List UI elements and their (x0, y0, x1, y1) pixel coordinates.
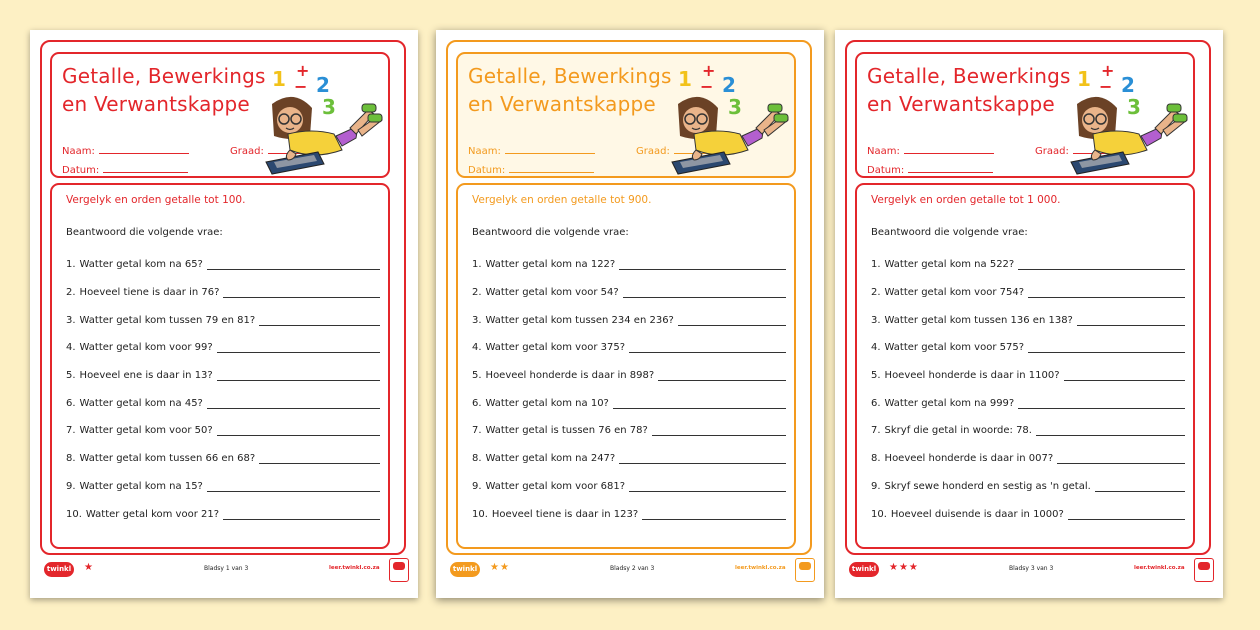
difficulty-stars: ★★★ (889, 562, 919, 573)
plus-icon: + (296, 61, 310, 80)
question-item (66, 306, 386, 334)
question-text: Watter getal kom voor 99? (79, 342, 213, 354)
girl-reading-tablet-illustration (670, 58, 790, 176)
question-text: Hoeveel duisende is daar in 1000? (890, 508, 1064, 520)
plus-icon: + (1101, 61, 1115, 80)
question-number: 3. (871, 314, 881, 326)
answer-line[interactable] (207, 259, 380, 270)
worksheet-header (456, 52, 796, 178)
question-number: 7. (472, 425, 482, 437)
question-number: 1. (66, 259, 76, 271)
question-text: Watter getal kom na 45? (79, 397, 203, 409)
question-text: Watter getal kom na 122? (485, 259, 616, 271)
answer-line[interactable] (1064, 370, 1185, 381)
answer-line[interactable] (1028, 342, 1185, 353)
question-item (871, 306, 1191, 334)
quality-badge-icon (389, 558, 409, 582)
question-text: Skryf sewe honderd en sestig as 'n getal. (884, 480, 1091, 492)
question-text: Watter getal kom voor 21? (85, 508, 220, 520)
questions-box (456, 183, 796, 549)
answer-line[interactable] (1095, 481, 1185, 492)
datum-label: Datum: (468, 165, 506, 176)
worksheet-subtitle: Vergelyk en orden getalle tot 100. (66, 194, 246, 206)
twinkl-logo: twinkl (849, 562, 879, 577)
footer-url: leer.twinkl.co.za (329, 565, 380, 571)
question-item (871, 251, 1191, 279)
question-item (66, 334, 386, 362)
answer-line[interactable] (1057, 453, 1185, 464)
answer-line[interactable] (223, 287, 380, 298)
answer-line[interactable] (1036, 425, 1185, 436)
naam-field (867, 143, 994, 157)
page-footer (849, 560, 1209, 580)
question-text: Watter getal kom na 522? (884, 259, 1015, 271)
graad-label: Graad: (636, 146, 670, 157)
question-item (472, 417, 792, 445)
worksheet-header (855, 52, 1195, 178)
answer-line[interactable] (223, 509, 380, 520)
question-item (66, 445, 386, 473)
naam-field (468, 143, 595, 157)
minus-icon: − (294, 77, 308, 96)
datum-input-line[interactable] (908, 162, 993, 173)
question-number: 2. (871, 287, 881, 299)
question-item (66, 500, 386, 528)
question-text: Hoeveel tiene is daar in 76? (79, 287, 220, 299)
quality-badge-icon (1194, 558, 1214, 582)
question-item (472, 473, 792, 501)
question-item (472, 445, 792, 473)
answer-line[interactable] (259, 453, 380, 464)
worksheet-title (468, 62, 672, 118)
graad-label: Graad: (1035, 146, 1069, 157)
page-footer (44, 560, 404, 580)
title-line-2: en Verwantskappe (468, 92, 656, 116)
datum-field (62, 162, 188, 176)
question-number: 3. (66, 314, 76, 326)
question-item (66, 389, 386, 417)
question-item (871, 334, 1191, 362)
question-text: Watter getal kom voor 575? (884, 342, 1025, 354)
question-text: Hoeveel honderde is daar in 898? (485, 370, 655, 382)
question-number: 8. (66, 453, 76, 465)
question-item (871, 389, 1191, 417)
title-line-1: Getalle, Bewerkings (867, 64, 1071, 88)
title-line-2: en Verwantskappe (867, 92, 1055, 116)
answer-line[interactable] (217, 370, 380, 381)
title-line-1: Getalle, Bewerkings (468, 64, 672, 88)
question-number: 7. (871, 425, 881, 437)
question-text: Watter getal kom tussen 136 en 138? (884, 314, 1073, 326)
title-line-1: Getalle, Bewerkings (62, 64, 266, 88)
question-text: Hoeveel honderde is daar in 007? (884, 453, 1054, 465)
number-one-icon: 1 (272, 67, 286, 91)
question-item (871, 417, 1191, 445)
naam-input-line[interactable] (99, 143, 189, 154)
twinkl-logo: twinkl (44, 562, 74, 577)
difficulty-stars: ★ (84, 562, 94, 573)
question-number: 8. (472, 453, 482, 465)
question-item (66, 279, 386, 307)
naam-label: Naam: (62, 146, 95, 157)
plus-icon: + (702, 61, 716, 80)
worksheet-subtitle: Vergelyk en orden getalle tot 1 000. (871, 194, 1061, 206)
question-item (472, 334, 792, 362)
question-number: 2. (472, 287, 482, 299)
answer-line[interactable] (652, 425, 786, 436)
question-text: Watter getal kom voor 50? (79, 425, 213, 437)
answer-line[interactable] (613, 398, 786, 409)
question-item (871, 279, 1191, 307)
answer-line[interactable] (207, 398, 380, 409)
worksheet-header (50, 52, 390, 178)
datum-field (468, 162, 594, 176)
answer-line[interactable] (629, 481, 786, 492)
question-list (66, 251, 386, 528)
worksheet-title (62, 62, 266, 118)
instruction-text: Beantwoord die volgende vrae: (472, 227, 629, 238)
question-item (472, 306, 792, 334)
answer-line[interactable] (658, 370, 786, 381)
question-text: Watter getal kom voor 375? (485, 342, 626, 354)
naam-label: Naam: (867, 146, 900, 157)
datum-input-line[interactable] (103, 162, 188, 173)
number-one-icon: 1 (1077, 67, 1091, 91)
number-two-icon: 2 (722, 73, 736, 97)
question-number: 1. (472, 259, 482, 271)
answer-line[interactable] (1018, 398, 1185, 409)
answer-line[interactable] (1018, 259, 1185, 270)
worksheet-page (835, 30, 1223, 598)
answer-line[interactable] (217, 342, 380, 353)
number-two-icon: 2 (316, 73, 330, 97)
question-number: 1. (871, 259, 881, 271)
answer-line[interactable] (217, 425, 380, 436)
question-item (472, 279, 792, 307)
question-number: 10. (66, 508, 82, 520)
answer-line[interactable] (1077, 315, 1185, 326)
question-number: 6. (66, 397, 76, 409)
question-number: 4. (472, 342, 482, 354)
answer-line[interactable] (1028, 287, 1185, 298)
footer-url: leer.twinkl.co.za (735, 565, 786, 571)
question-text: Watter getal kom na 10? (485, 397, 609, 409)
question-text: Watter getal kom tussen 66 en 68? (79, 453, 256, 465)
question-text: Watter getal kom voor 754? (884, 287, 1025, 299)
answer-line[interactable] (629, 342, 786, 353)
question-item (66, 251, 386, 279)
answer-line[interactable] (678, 315, 786, 326)
minus-icon: − (1099, 77, 1113, 96)
naam-label: Naam: (468, 146, 501, 157)
question-text: Skryf die getal in woorde: 78. (884, 425, 1032, 437)
datum-input-line[interactable] (509, 162, 594, 173)
datum-label: Datum: (867, 165, 905, 176)
question-number: 9. (871, 480, 881, 492)
question-item (472, 500, 792, 528)
naam-input-line[interactable] (904, 143, 994, 154)
question-number: 10. (871, 508, 887, 520)
question-number: 7. (66, 425, 76, 437)
answer-line[interactable] (619, 453, 786, 464)
footer-url: leer.twinkl.co.za (1134, 565, 1185, 571)
graad-label: Graad: (230, 146, 264, 157)
answer-line[interactable] (259, 315, 380, 326)
twinkl-logo: twinkl (450, 562, 480, 577)
question-number: 5. (472, 370, 482, 382)
question-number: 10. (472, 508, 488, 520)
question-number: 3. (472, 314, 482, 326)
question-text: Watter getal is tussen 76 en 78? (485, 425, 648, 437)
answer-line[interactable] (623, 287, 786, 298)
answer-line[interactable] (642, 509, 786, 520)
question-list (871, 251, 1191, 528)
naam-input-line[interactable] (505, 143, 595, 154)
question-item (472, 389, 792, 417)
question-item (871, 473, 1191, 501)
worksheet-page (30, 30, 418, 598)
question-item (871, 445, 1191, 473)
naam-field (62, 143, 189, 157)
question-text: Watter getal kom voor 681? (485, 480, 626, 492)
datum-label: Datum: (62, 165, 100, 176)
question-text: Watter getal kom tussen 79 en 81? (79, 314, 256, 326)
question-item (66, 362, 386, 390)
question-item (871, 500, 1191, 528)
number-three-icon: 3 (1127, 95, 1141, 119)
question-text: Watter getal kom na 247? (485, 453, 616, 465)
question-number: 4. (66, 342, 76, 354)
title-line-2: en Verwantskappe (62, 92, 250, 116)
girl-reading-tablet-illustration (1069, 58, 1189, 176)
question-number: 8. (871, 453, 881, 465)
girl-reading-tablet-illustration (264, 58, 384, 176)
question-list (472, 251, 792, 528)
number-one-icon: 1 (678, 67, 692, 91)
worksheet-page (436, 30, 824, 598)
question-item (66, 417, 386, 445)
question-number: 6. (871, 397, 881, 409)
question-number: 9. (66, 480, 76, 492)
question-number: 9. (472, 480, 482, 492)
questions-box (50, 183, 390, 549)
question-item (66, 473, 386, 501)
page-footer (450, 560, 810, 580)
question-number: 2. (66, 287, 76, 299)
answer-line[interactable] (1068, 509, 1185, 520)
worksheet-title (867, 62, 1071, 118)
question-item (871, 362, 1191, 390)
instruction-text: Beantwoord die volgende vrae: (871, 227, 1028, 238)
quality-badge-icon (795, 558, 815, 582)
page-number: Bladsy 3 van 3 (1009, 565, 1054, 572)
instruction-text: Beantwoord die volgende vrae: (66, 227, 223, 238)
questions-box (855, 183, 1195, 549)
question-text: Watter getal kom tussen 234 en 236? (485, 314, 674, 326)
question-text: Watter getal kom na 65? (79, 259, 203, 271)
datum-field (867, 162, 993, 176)
number-two-icon: 2 (1121, 73, 1135, 97)
page-number: Bladsy 2 van 3 (610, 565, 655, 572)
worksheet-subtitle: Vergelyk en orden getalle tot 900. (472, 194, 652, 206)
question-text: Watter getal kom na 999? (884, 397, 1015, 409)
question-number: 4. (871, 342, 881, 354)
question-number: 5. (871, 370, 881, 382)
question-item (472, 362, 792, 390)
number-three-icon: 3 (322, 95, 336, 119)
difficulty-stars: ★★ (490, 562, 510, 573)
question-text: Hoeveel ene is daar in 13? (79, 370, 213, 382)
question-number: 6. (472, 397, 482, 409)
question-number: 5. (66, 370, 76, 382)
answer-line[interactable] (619, 259, 786, 270)
question-text: Watter getal kom na 15? (79, 480, 203, 492)
minus-icon: − (700, 77, 714, 96)
question-text: Hoeveel honderde is daar in 1100? (884, 370, 1060, 382)
answer-line[interactable] (207, 481, 380, 492)
question-text: Watter getal kom voor 54? (485, 287, 619, 299)
question-item (472, 251, 792, 279)
question-text: Hoeveel tiene is daar in 123? (491, 508, 639, 520)
page-number: Bladsy 1 van 3 (204, 565, 249, 572)
number-three-icon: 3 (728, 95, 742, 119)
